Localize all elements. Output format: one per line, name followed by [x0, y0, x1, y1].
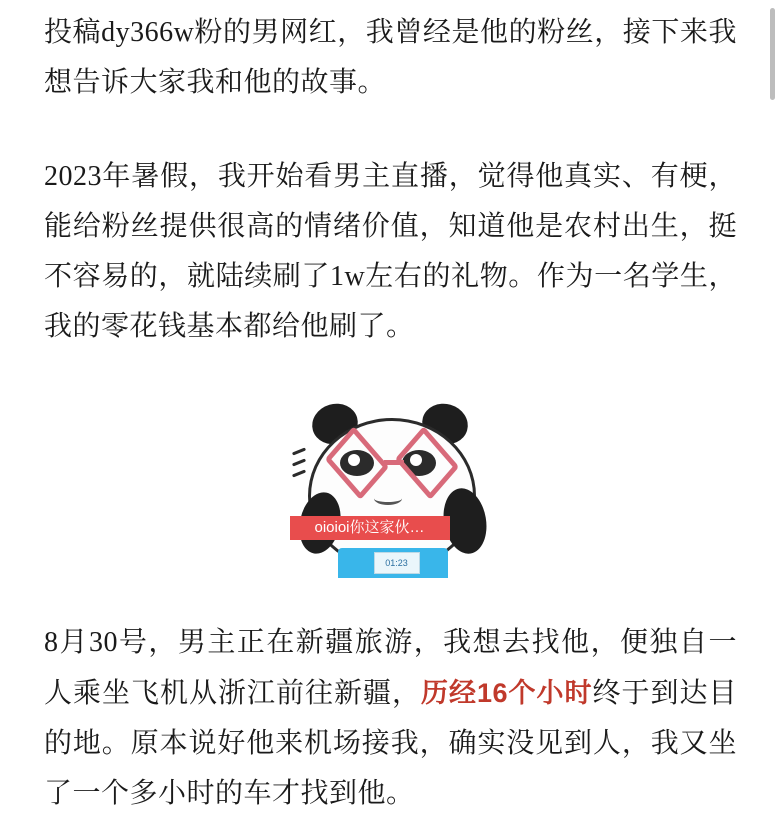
paragraph-3-part-2: 终于到达目的地。原本说好他来机场接我，确实没见到人，我又坐了一个多小时的车才找到他。	[44, 678, 737, 809]
meme-blue-band	[338, 548, 448, 578]
paragraph-3-highlight: 历经16个小时	[420, 678, 593, 708]
scrollbar-track[interactable]	[770, 0, 775, 760]
paragraph-2: 2023年暑假，我开始看男主直播，觉得他真实、有梗，能给粉丝提供很高的情绪价值，知道他是农村出生，挺不容易的，就陆续刷了1w左右的礼物。作为一名学生，我的零花钱基本都给他刷了。	[44, 161, 737, 342]
glasses-bridge-icon	[384, 460, 404, 465]
scrollbar-thumb[interactable]	[770, 8, 775, 100]
paragraph-1: 投稿dy366w粉的男网红，我曾经是他的粉丝，接下来我想告诉大家我和他的故事。	[44, 17, 737, 98]
motion-lines-icon	[292, 450, 310, 484]
meme-card-text: 01:23	[374, 552, 420, 574]
meme-caption: oioioi你这家伙…	[290, 516, 450, 540]
panda-meme-image	[286, 388, 496, 578]
paragraph-3	[44, 618, 737, 819]
paragraph-3-part-1: 8月30号，男主正在新疆旅游，我想去找他，便独自一人乘坐飞机从浙江前往新疆，	[44, 627, 737, 709]
panda-mouth-icon	[374, 492, 402, 505]
red-glasses-icon	[326, 440, 458, 486]
figure-container	[44, 388, 737, 578]
